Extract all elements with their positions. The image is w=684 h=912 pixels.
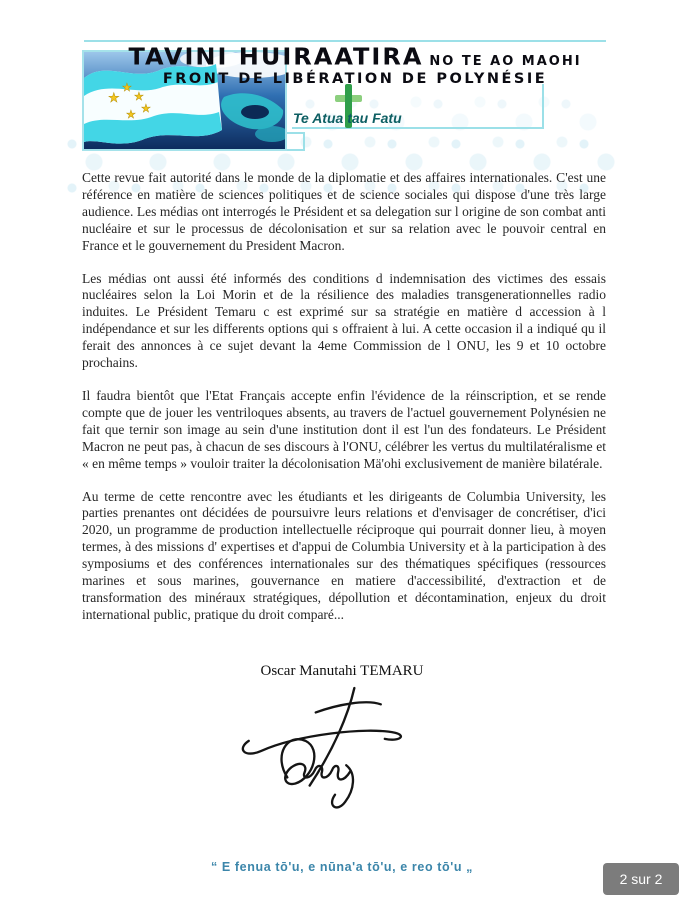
org-title: TAVINI HUIRAATIRA — [128, 43, 424, 71]
header-top-rule — [84, 40, 606, 42]
body-paragraph: Les médias ont aussi été informés des conditions d indemnisation des victimes des essais nucléaires selon la Loi Morin et de la résilience des maladies transgenerationnelles radio induites. Le Président Temaru c est exprimé sur sa stratégie en matière d accession à l indépendance et sur les differents options qui s offraient à lui. A cette occasion il a indiqué qu il ferait des annonces à ce sujet devant la 4eme Commission de l ONU, les 9 et 10 octobre prochains. — [82, 270, 606, 371]
body-paragraph: Cette revue fait autorité dans le monde de la diplomatie et des affaires internationales. C'est une référence en matière de sciences politiques et de science sociales qui dispose d'une très large audience. Les médias ont interrogés le Président et sa delegation sur l origine de son combat anti nucléaire et sur le processus de décolonisation et sur sa relation avec le pouvoir central en France et le gouvernement du President Macron. — [82, 170, 606, 253]
org-title-suffix: NO TE AO MAOHI — [429, 54, 582, 69]
body-paragraph: Au terme de cette rencontre avec les étudiants et les dirigeants de Columbia University, les parties prenantes ont décidées de poursuivre leurs relations et d'envisager de concrétiser, d'ici 2020, un programme de production intellectuelle réciproque qui pourrait donner lieu, à moyen termes, à des missions d' expertises et d'appui de Columbia University et à la participation à des symposiums et des conférences internationales sur des thématiques spécifiques (ressources marines et sous marines, gouvernance en matiere d'accessibilité, d'extraction et de transformation des minéraux stratégiques, dépollution et décontamination, enjeux du droit international public, pratique du droit comparé... — [82, 488, 606, 622]
signature-image — [240, 684, 424, 814]
footer-motto: “ E fenua tō'u, e nūna'a tō'u, e reo tō'u „ — [210, 860, 473, 874]
star-icon: ★ — [141, 103, 151, 115]
header-motto: Te Atua tau Fatu — [293, 110, 402, 126]
page-indicator-text: 2 sur 2 — [619, 871, 663, 887]
star-icon: ★ — [108, 90, 120, 105]
page-indicator-badge — [603, 863, 679, 895]
star-icon: ★ — [122, 82, 132, 94]
star-icon: ★ — [126, 109, 136, 121]
star-icon: ★ — [134, 91, 144, 103]
header-bracket-line — [542, 84, 544, 129]
letterhead — [104, 43, 606, 87]
signer-name: Oscar Manutahi TEMARU — [260, 663, 424, 679]
header-step-line — [303, 132, 305, 150]
header-motto-underline — [292, 127, 543, 129]
header-step-line — [287, 149, 305, 151]
body-paragraph: Il faudra bientôt que l'Etat Français accepte enfin l'évidence de la réinscription, et se rende compte que de jouer les ventriloques absents, au travers de l'actuel gouvernement Polynésien ne fait que ternir son image au sein d'une institution dont il est l'un des fondateurs. Le Président Macron ne peut pas, à chacun de ses discours à l'ONU, célébrer les vertus du multilatéralisme et « en même temps » vouloir traiter la décolonisation Mä'ohi exclusivement de manière bilatérale. — [82, 387, 606, 471]
org-subtitle: FRONT DE LIBÉRATION DE POLYNÉSIE — [162, 71, 548, 87]
letter-body — [82, 170, 606, 640]
